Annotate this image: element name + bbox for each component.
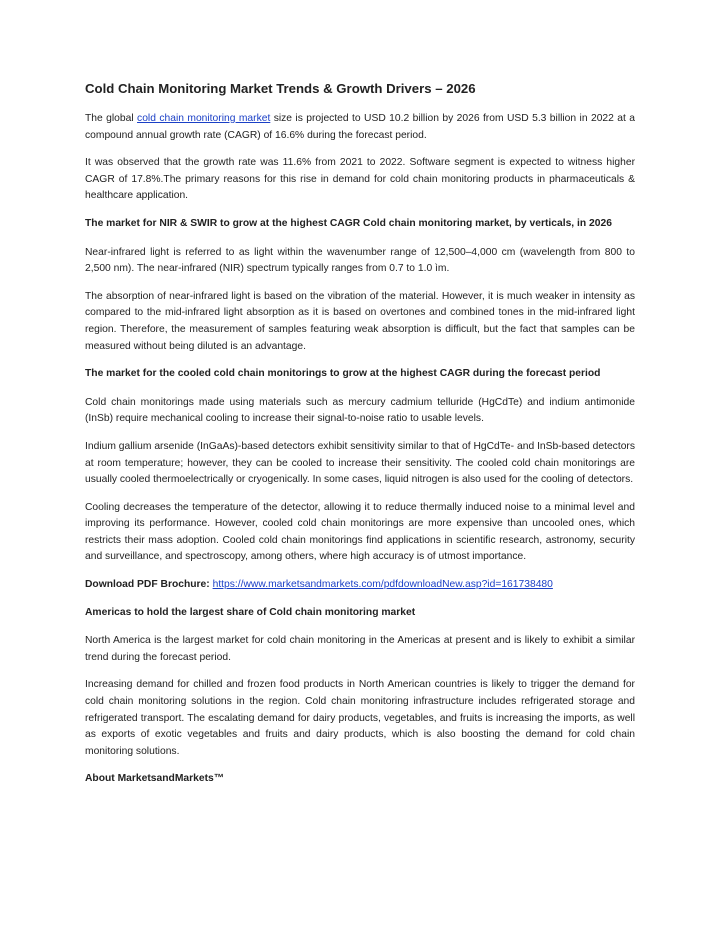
cooled-paragraph-1: Cold chain monitorings made using materials such as mercury cadmium telluride (HgCdTe) and indium antimonide (InSb) require mechanical cooling to increase their signal-to-noise ratio to usable levels.	[85, 396, 635, 425]
brochure-link[interactable]: https://www.marketsandmarkets.com/pdfdownloadNew.asp?id=161738480	[212, 579, 553, 591]
cooled-paragraph-2: Indium gallium arsenide (InGaAs)-based detectors exhibit sensitivity similar to that of HgCdTe- and InSb-based detectors at room temperature; however, they can be cooled to increase their sensitivity. The cooled cold chain monitorings are usually cooled thermoelectrically or cryogenically. In some cases, liquid nitrogen is also used for the cooling of detectors.	[85, 440, 635, 486]
cooled-section-heading: The market for the cooled cold chain monitorings to grow at the highest CAGR during the forecast period	[85, 368, 601, 380]
about-heading: About MarketsandMarkets™	[85, 773, 225, 785]
americas-paragraph-1: North America is the largest market for cold chain monitoring in the Americas at present and is likely to exhibit a similar trend during the forecast period.	[85, 635, 635, 663]
americas-section-heading: Americas to hold the largest share of Cold chain monitoring market	[85, 606, 416, 618]
cooled-paragraph-3: Cooling decreases the temperature of the detector, allowing it to reduce thermally induced noise to a minimal level and improving its performance. However, cooled cold chain monitorings are more expensive than uncooled ones, which restricts their mass adoption. Cooled cold chain monitorings find applications in scientific research, astronomy, security and surveillance, and spectroscopy, among others, where high accuracy is of utmost importance.	[85, 501, 635, 563]
americas-paragraph-2: Increasing demand for chilled and frozen food products in North American countries is likely to trigger the demand for cold chain monitoring solutions in the region. Cold chain monitoring infrastructure includes refrigerated storage and refrigerated transport. The escalating demand for dairy products, vegetables, and fruits is increasing the imports, as well as exports of exotic vegetables and fruits and dairy products, which is also boosting the demand for cold chain monitoring solutions.	[85, 679, 635, 757]
intro-text-before: The global	[85, 113, 138, 124]
nir-paragraph-1: Near-infrared light is referred to as light within the wavenumber range of 12,500–4,000 cm (wavelength from 800 to 2,500 nm). The near-infrared (NIR) spectrum typically ranges from 0.7 to 1.0 ìm.	[85, 246, 635, 275]
cold-chain-market-link[interactable]: cold chain monitoring market	[137, 113, 271, 124]
nir-paragraph-2: The absorption of near-infrared light is based on the vibration of the material. However, it is much weaker in intensity as compared to the mid-infrared light absorption as it is based on overtones and combined tones in the mid-infrared light region. Therefore, the measurement of samples featuring weak absorption is difficult, but the fact that samples can be measured without being diluted is an advantage.	[85, 290, 635, 352]
intro-paragraph	[85, 111, 635, 144]
nir-section-heading: The market for NIR & SWIR to grow at the highest CAGR Cold chain monitoring market, by verticals, in 2026	[85, 217, 612, 229]
document-page	[85, 80, 635, 800]
brochure-line	[85, 577, 635, 594]
brochure-label: Download PDF Brochure:	[85, 579, 210, 591]
growth-paragraph: It was observed that the growth rate was 11.6% from 2021 to 2022. Software segment is expected to witness higher CAGR of 17.8%.The primary reasons for this rise in demand for cold chain monitoring products in pharmaceuticals & healthcare application.	[85, 157, 635, 202]
document-title: Cold Chain Monitoring Market Trends & Growth Drivers – 2026	[85, 81, 476, 96]
intro-text-after: size is projected to USD 10.2 billion by 2026 from USD 5.3 billion in 2022 at a compound annual growth rate (CAGR) of 16.6% during the forecast period.	[85, 113, 635, 141]
